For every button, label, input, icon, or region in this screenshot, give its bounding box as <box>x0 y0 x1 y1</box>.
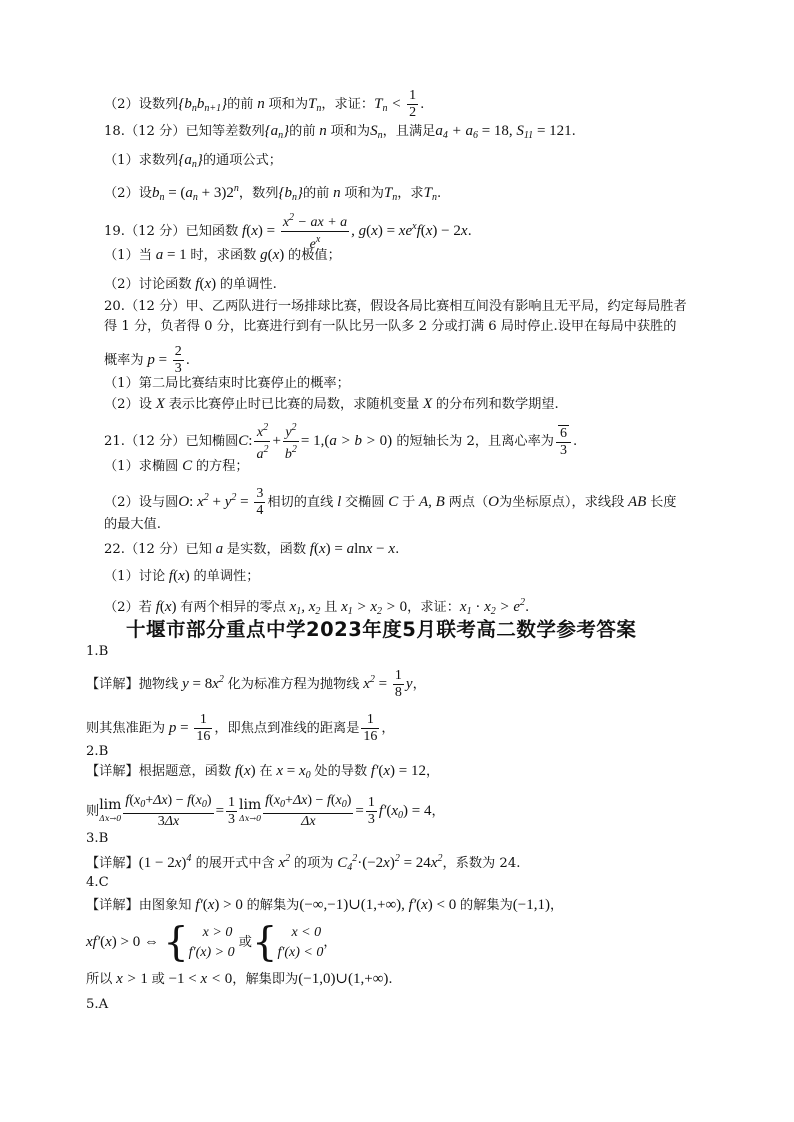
answer-4-detail-2: xf′(x) > 0 ⇔ { x > 0 f′(x) > 0 或{ x < 0 f′(x) < 0 ， <box>86 919 337 966</box>
line-q18-1: （1）求数列$\{a_n\}$的通项公式； <box>104 152 282 170</box>
line-q19-2: （2）讨论函数 f(x) 的单调性. <box>104 276 277 292</box>
line-q21-2a: （2）设与圆O: $x^2 + y^2$ = $\frac{3}{4}$ 相切的直线 l 交椭圆 C 于 A, B 两点（O为坐标原点），求线段 AB 长度 <box>104 486 677 518</box>
line-q18-2: （2）设$b_n = (a_n + 3)2^n$，数列$\{b_n\}$的前 n 项和为$T_n$，求$T_n$. <box>104 183 442 203</box>
line-q22: 22.（12 分）已知 a 是实数，函数 f(x) = alnx − x. <box>104 541 400 557</box>
line-q20-b: 得 1 分，负者得 0 分，比赛进行到有一队比另一队多 2 分或打满 6 局时停止.设甲在每局中获胜的 <box>104 319 677 334</box>
answer-1: 1.B <box>86 644 109 659</box>
answer-2-detail-1: 【详解】根据题意，函数 f(x) 在 $x = x_0$ 处的导数 f′(x) = 12， <box>86 763 440 781</box>
line-q20-c: 概率为 p = $\frac{2}{3}$ . <box>104 344 190 376</box>
line-q21: 21.（12 分）已知椭圆C: $\frac{x^2}{a^2}$ + $\frac{y^2}{b^2}$ = 1,(a > b > 0) 的短轴长为 2，且离心率为 $\frac{6}{3}$ . <box>104 422 578 462</box>
answer-title: 十堰市部分重点中学2023年度5月联考高二数学参考答案 <box>126 618 637 641</box>
line-q19: 19.（12 分）已知函数 f(x) = $\frac{x^2 - ax + a}{e^x}$ , $g(x) = xe^xf(x) - 2x$. <box>104 212 472 252</box>
line-q22-2: （2）若 f(x) 有两个相异的零点 $x_1$, $x_2$ 且 $x_1 > x_2 > 0$，求证：$x_1 \cdot x_2 > e^2$. <box>104 597 530 617</box>
line-q20-2: （2）设 X 表示比赛停止时已比赛的局数，求随机变量 X 的分布列和数学期望. <box>104 396 559 412</box>
answer-2-detail-2: 则 lim Δx→0 $\frac{f(x_0+\Delta x) - f(x_0)}{3\Delta x}$ = $\frac{1}{3}$ lim Δx→0 $\frac{f(x_0+\Delta x) - f(x_0)}{\Delta x}$ = $\frac{1}{3}$ $f'(x_0) = 4$， <box>86 793 445 829</box>
line-q22-1: （1）讨论 f(x) 的单调性； <box>104 568 260 584</box>
answer-4-detail-3: 所以 x > 1 或 −1 < x < 0，解集即为(−1,0)∪(1,+∞). <box>86 971 393 987</box>
answer-2: 2.B <box>86 744 109 759</box>
answer-1-detail-2: 则其焦准距为 p = $\frac{1}{16}$ ，即焦点到准线的距离是 $\frac{1}{16}$ ， <box>86 712 395 744</box>
line-q19-1: （1）当 a = 1 时，求函数 g(x) 的极值； <box>104 247 341 263</box>
line-q21-1: （1）求椭圆 C 的方程； <box>104 458 249 474</box>
answer-1-detail-1: 【详解】抛物线 $y = 8x^2$ 化为标准方程为抛物线 $x^2$ = $\frac{1}{8}$ y， <box>86 668 426 700</box>
answer-4-detail-1: 【详解】由图象知 f′(x) > 0 的解集为(−∞,−1)∪(1,+∞), f′(x) < 0 的解集为(−1,1)， <box>86 897 564 913</box>
answer-3-detail-1: 【详解】$(1 - 2x)^4$ 的展开式中含 $x^2$ 的项为 $C_4^2\cdot(-2x)^2 = 24x^2$，系数为 24. <box>86 853 521 873</box>
answer-5: 5.A <box>86 997 109 1012</box>
line-q17-2: （2）设数列$\{b_nb_{n+1}\}$的前 n 项和为$T_n$，求证：$T_n$ < $\frac{1}{2}$ . <box>104 88 425 120</box>
answer-3: 3.B <box>86 831 109 846</box>
line-q20-a: 20.（12 分）甲、乙两队进行一场排球比赛，假设各局比赛相互间没有影响且无平局，约定每局胜者 <box>104 299 687 314</box>
answer-4: 4.C <box>86 875 109 890</box>
line-q20-1: （1）第二局比赛结束时比赛停止的概率； <box>104 376 350 391</box>
line-q21-2b: 的最大值. <box>104 517 161 532</box>
line-q18: 18.（12 分）已知等差数列$\{a_n\}$的前 n 项和为$S_n$，且满足$a_4 + a_6 = 18$, $S_{11} = 121$. <box>104 123 576 141</box>
